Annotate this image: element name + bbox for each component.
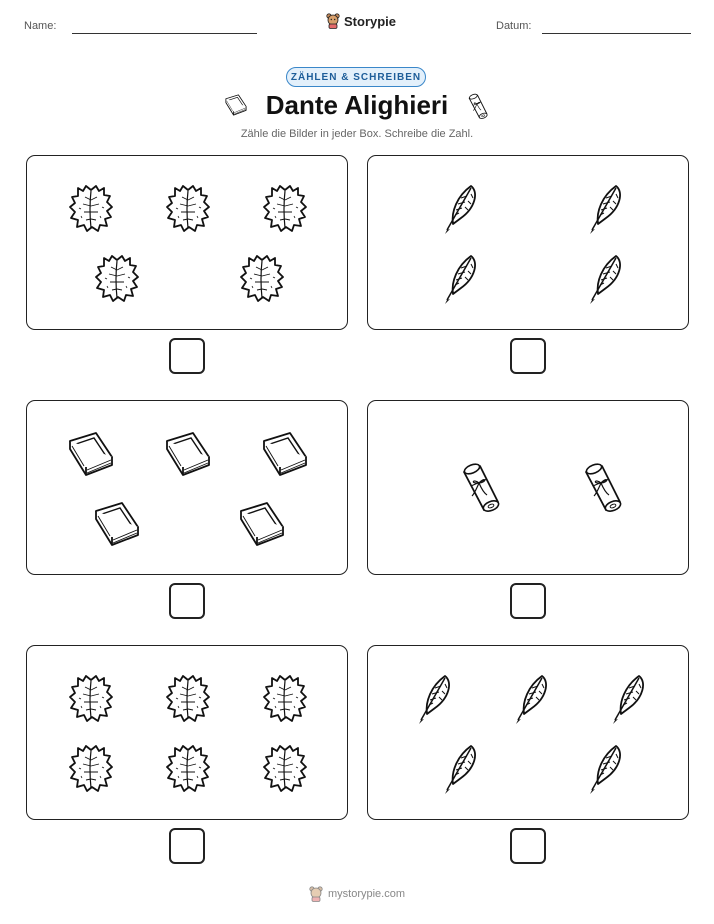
answer-box-4[interactable]: [510, 583, 546, 619]
book-icon: [64, 427, 118, 481]
answer-box-1[interactable]: [169, 338, 205, 374]
bear-icon: [309, 886, 323, 902]
brand-logo: [326, 13, 396, 29]
parchment-leather-icon: [64, 742, 118, 796]
counting-box-2: [367, 155, 689, 330]
quill-feather-icon: [599, 672, 653, 726]
counting-box-4: [367, 400, 689, 575]
parchment-leather-icon: [64, 182, 118, 236]
book-icon: [90, 497, 144, 551]
answer-box-5[interactable]: [169, 828, 205, 864]
footer: [0, 886, 714, 902]
quill-feather-icon: [431, 742, 485, 796]
category-badge: ZÄHLEN & SCHREIBEN: [286, 67, 426, 87]
answer-box-2[interactable]: [510, 338, 546, 374]
counting-box-1: [26, 155, 348, 330]
counting-box-6: [367, 645, 689, 820]
scroll-icon: [454, 462, 508, 516]
parchment-leather-icon: [258, 182, 312, 236]
parchment-leather-icon: [161, 182, 215, 236]
book-icon: [161, 427, 215, 481]
quill-feather-icon: [576, 252, 630, 306]
date-line[interactable]: [542, 33, 691, 34]
parchment-leather-icon: [90, 252, 144, 306]
parchment-leather-icon: [161, 672, 215, 726]
book-icon: [235, 497, 289, 551]
parchment-leather-icon: [161, 742, 215, 796]
quill-feather-icon: [405, 672, 459, 726]
quill-feather-icon: [576, 742, 630, 796]
answer-box-3[interactable]: [169, 583, 205, 619]
parchment-leather-icon: [235, 252, 289, 306]
date-label: Datum:: [496, 20, 532, 32]
page-title: Dante Alighieri: [265, 90, 449, 120]
quill-feather-icon: [576, 182, 630, 236]
parchment-leather-icon: [258, 672, 312, 726]
parchment-leather-icon: [64, 672, 118, 726]
instructions: Zähle die Bilder in jeder Box. Schreibe die Zahl.: [240, 128, 474, 140]
counting-box-3: [26, 400, 348, 575]
answer-box-6[interactable]: [510, 828, 546, 864]
scroll-icon: [576, 462, 630, 516]
scroll-icon: [464, 92, 492, 122]
brand-name: Storypie: [344, 13, 397, 29]
counting-box-5: [26, 645, 348, 820]
parchment-leather-icon: [258, 742, 312, 796]
name-label: Name:: [24, 20, 57, 32]
quill-feather-icon: [431, 182, 485, 236]
bear-icon: [326, 13, 340, 29]
footer-url: mystorypie.com: [327, 888, 406, 900]
name-line[interactable]: [72, 33, 257, 34]
quill-feather-icon: [502, 672, 556, 726]
book-icon: [258, 427, 312, 481]
quill-feather-icon: [431, 252, 485, 306]
